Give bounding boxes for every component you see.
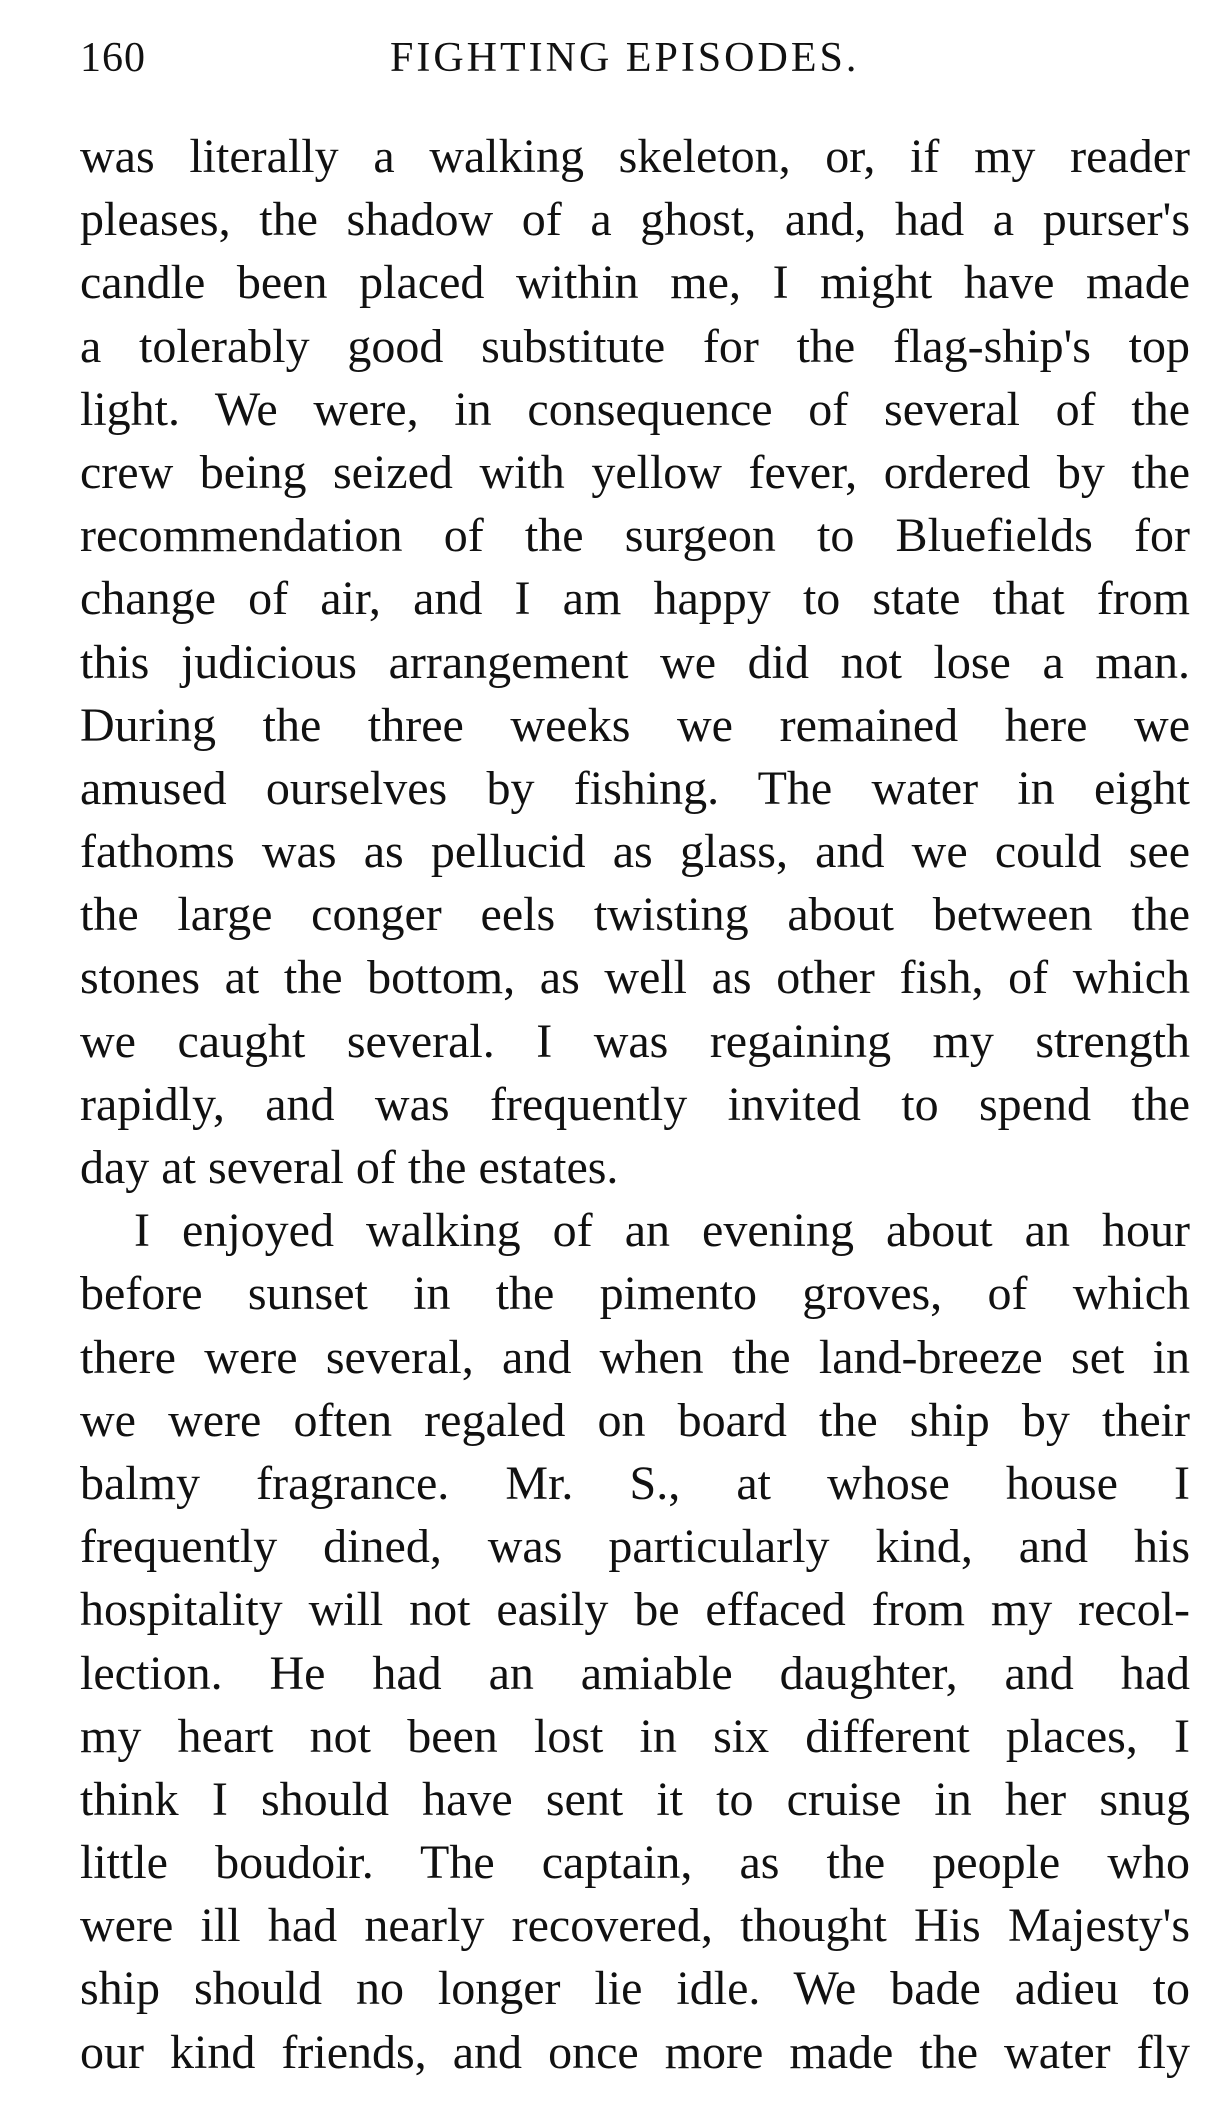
running-head [80, 28, 1210, 88]
body-text [80, 125, 1190, 2084]
text-line: light. We were, in consequence of several of the [80, 382, 1190, 436]
text-line: recommendation of the surgeon to Bluefields for [80, 509, 1190, 563]
text-line: rapidly, and was frequently invited to spend the [80, 1077, 1190, 1131]
text-line: pleases, the shadow of a ghost, and, had a purser's [80, 193, 1190, 247]
text-line: frequently dined, was particularly kind, and his [80, 1520, 1190, 1574]
text-line: this judicious arrangement we did not lose a man. [80, 635, 1190, 689]
text-line: were ill had nearly recovered, thought His Majesty's [80, 1899, 1190, 1953]
text-line: a tolerably good substitute for the flag-ship's top [80, 319, 1190, 373]
text-line: candle been placed within me, I might have made [80, 256, 1190, 310]
running-title: FIGHTING EPISODES. [390, 35, 860, 81]
text-line: crew being seized with yellow fever, ordered by the [80, 445, 1190, 499]
text-line: was literally a walking skeleton, or, if my reader [80, 130, 1190, 183]
text-line: balmy fragrance. Mr. S., at whose house I [80, 1456, 1190, 1510]
text-line: hospitality will not easily be effaced from my recol- [80, 1583, 1190, 1637]
text-line: little boudoir. The captain, as the people who [80, 1836, 1190, 1890]
text-line: lection. He had an amiable daughter, and had [80, 1646, 1190, 1700]
text-line: we caught several. I was regaining my strength [80, 1014, 1190, 1068]
text-line: before sunset in the pimento groves, of which [80, 1267, 1190, 1321]
text-line: my heart not been lost in six different places, I [80, 1709, 1190, 1763]
text-line: stones at the bottom, as well as other fish, of which [80, 951, 1190, 1005]
text-line: ship should no longer lie idle. We bade adieu to [80, 1962, 1190, 2016]
text-line: there were several, and when the land-breeze set in [80, 1330, 1190, 1384]
text-line: fathoms was as pellucid as glass, and we could see [80, 825, 1190, 879]
text-line: day at several of the estates. [80, 1141, 619, 1194]
text-line: we were often regaled on board the ship by their [80, 1393, 1190, 1447]
text-line: I enjoyed walking of an evening about an hour [134, 1204, 1190, 1258]
text-line: our kind friends, and once more made the water fly [80, 2025, 1190, 2079]
text-line: During the three weeks we remained here we [80, 698, 1190, 752]
paragraph-2 [80, 1199, 1190, 2084]
text-line: amused ourselves by fishing. The water in eight [80, 761, 1190, 815]
text-line: change of air, and I am happy to state that from [80, 572, 1190, 626]
text-line: the large conger eels twisting about between the [80, 888, 1190, 942]
page-number: 160 [80, 35, 146, 81]
paragraph-1 [80, 125, 1190, 1199]
text-line: think I should have sent it to cruise in her snug [80, 1772, 1190, 1826]
